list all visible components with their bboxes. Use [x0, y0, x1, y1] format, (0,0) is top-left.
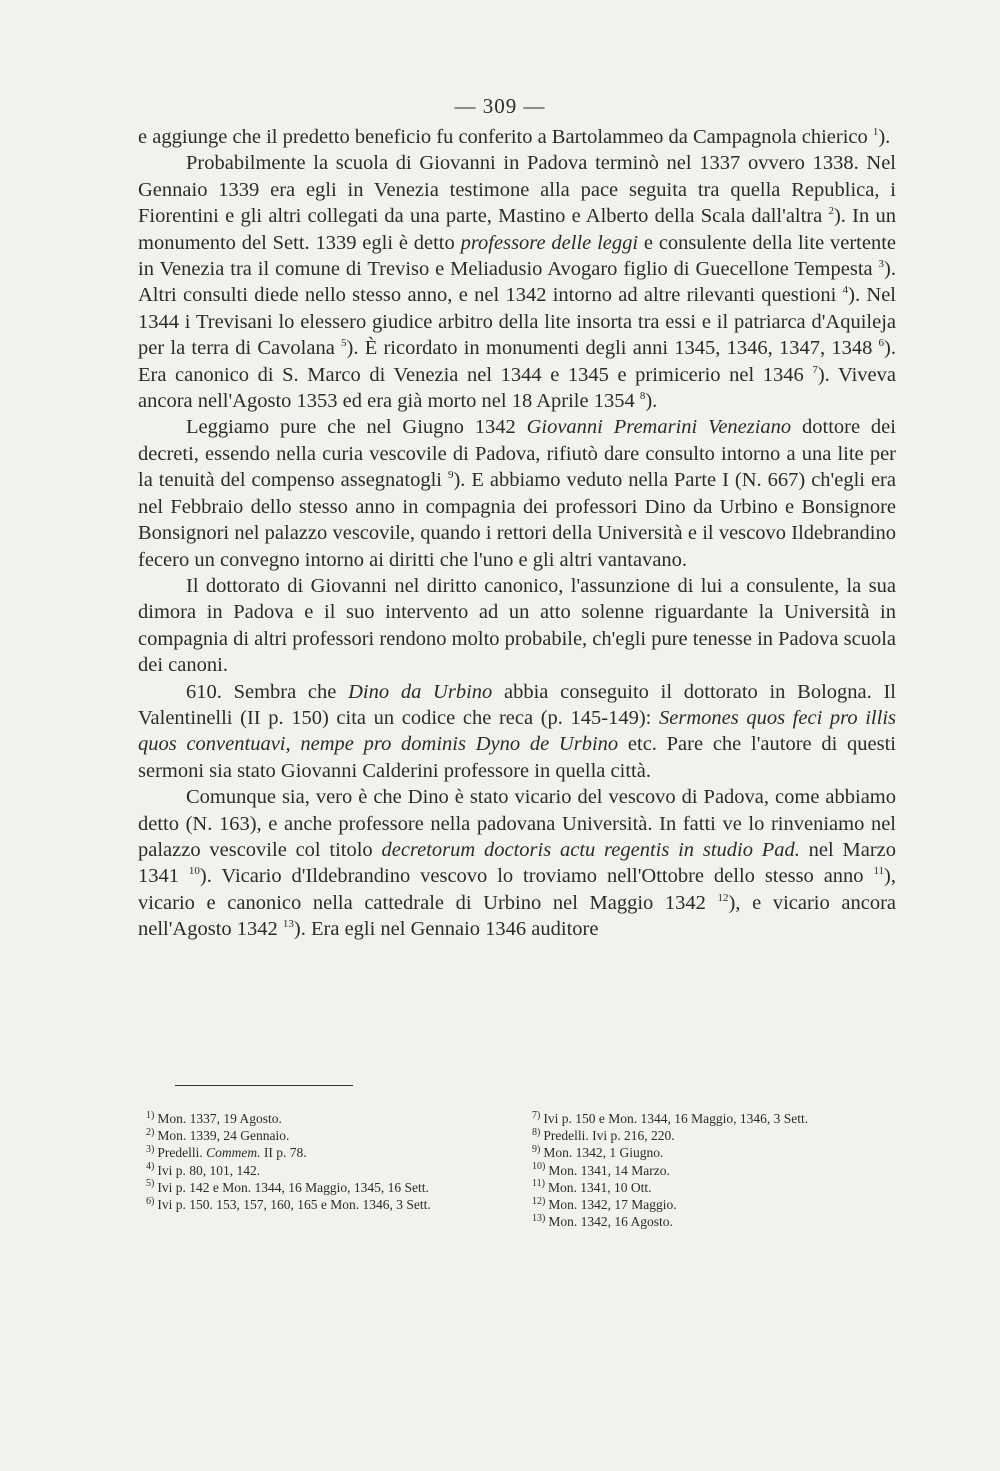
footnote-mark: 10)	[532, 1161, 546, 1173]
footnote	[532, 1179, 896, 1196]
footnote	[532, 1213, 896, 1230]
footnote-text: Ivi p. 150. 153, 157, 160, 165 e Mon. 1346, 3 Sett.	[157, 1197, 431, 1213]
footnote-reference: 11	[873, 865, 885, 878]
footnote-mark: 12)	[532, 1195, 546, 1207]
text-run: etc. Pare che l'autore di questi sermoni sia stato Giovanni Calderini professore in quella città.	[138, 733, 896, 782]
italic-text: Giovanni Premarini Veneziano	[526, 416, 792, 439]
footnote-reference: 9	[447, 469, 454, 482]
footnote	[146, 1144, 508, 1161]
footnote-text: Predelli.	[157, 1145, 207, 1161]
text-run: Comunque sia, vero è che Dino è stato vicario del vescovo di Padova, come abbiamo detto (N. 163), e anche professore nella padovana Università. In fatti ve lo rinveniamo nel palazzo vescovile col titolo	[138, 786, 896, 861]
footnote-mark: 8)	[532, 1126, 541, 1138]
footnote-text: Mon. 1341, 14 Marzo.	[548, 1162, 670, 1178]
paragraph	[138, 679, 896, 785]
paragraph	[138, 414, 896, 572]
footnote-mark: 5)	[146, 1178, 155, 1190]
text-run: ).	[645, 390, 658, 413]
text-run: Il dottorato di Giovanni nel diritto canonico, l'assunzione di lui a consulente, la sua dimora in Padova e il suo intervento ad un atto solenne riguardante la Università in compagnia di altri professori rendono molto probabile, ch'egli pure tenesse in Padova scuola dei canoni.	[138, 574, 896, 677]
footnote-separator	[175, 1085, 353, 1086]
text-run: e aggiunge che il predetto beneficio fu conferito a Bartolammeo da Campagnola chierico	[138, 126, 873, 148]
text-run: ). Vicario d'Ildebrandino vescovo lo troviamo nell'Ottobre dello stesso anno	[199, 865, 874, 888]
text-run: ).	[878, 126, 891, 148]
footnote	[532, 1110, 896, 1127]
footnote-mark: 13)	[532, 1212, 546, 1224]
body-text	[138, 124, 896, 943]
footnote-text: II p. 78.	[260, 1145, 307, 1161]
text-run: Probabilmente la scuola di Giovanni in Padova terminò nel 1337 ovvero 1338. Nel Gennaio 1339 era egli in Venezia testimone alla pace seguita tra quella Republica, i Fiorentini e gli altri collegati da una parte, Mastino e Alberto della Scala dall'altra	[138, 152, 896, 228]
text-run: ). Viveva ancora nell'Agosto 1353 ed era già morto nel 18 Aprile 1354	[138, 363, 896, 413]
text-run: dottore dei decreti, essendo nella curia vescovile di Padova, rifiutò dare consulto intorno a una lite per la tenuità del compenso assegnatogli	[138, 416, 896, 492]
footnote-mark: 2)	[146, 1126, 155, 1138]
paragraph	[138, 573, 896, 679]
footnote-reference: 12	[717, 891, 729, 904]
footnote-reference: 13	[282, 918, 294, 931]
text-run: nel Marzo 1341	[138, 838, 896, 888]
footnote-text: Mon. 1342, 17 Maggio.	[548, 1197, 677, 1213]
text-run: e consulente della lite vertente in Venezia tra il comune di Treviso e Meliadusio Avogaro figlio di Guecellone Tempesta	[138, 231, 896, 281]
footnote-reference: 5	[341, 337, 347, 350]
italic-text: Dino da Urbino	[348, 680, 493, 703]
footnote	[532, 1144, 896, 1161]
footnote	[532, 1127, 896, 1144]
text-run: ). Era canonico di S. Marco di Venezia nel 1344 e 1345 e primicerio nel 1346	[138, 337, 896, 386]
footnote-text: Predelli. Ivi p. 216, 220.	[543, 1128, 675, 1144]
text-run: ). Altri consulti diede nello stesso anno, e nel 1342 intorno ad altre rilevanti questioni	[138, 258, 896, 307]
footnote-reference: 8	[639, 390, 646, 403]
paragraph	[138, 124, 896, 150]
footnotes-right-column	[532, 1110, 896, 1230]
italic-text: professore delle leggi	[460, 231, 639, 254]
text-run: ). È ricordato in monumenti degli anni 1345, 1346, 1347, 1348	[346, 337, 879, 360]
footnote-text: Ivi p. 150 e Mon. 1344, 16 Maggio, 1346, 3 Sett.	[543, 1111, 809, 1126]
footnote-mark: 11)	[532, 1178, 545, 1190]
footnote-text: Ivi p. 80, 101, 142.	[157, 1162, 261, 1178]
footnote-reference: 6	[878, 337, 885, 350]
footnote	[532, 1196, 896, 1213]
footnote-reference: 10	[188, 865, 200, 878]
paragraph	[138, 784, 896, 942]
footnote-mark: 7)	[532, 1109, 541, 1121]
footnote-italic: Commem.	[206, 1145, 261, 1161]
page-number: — 309 —	[454, 94, 546, 118]
footnote	[146, 1127, 508, 1144]
footnote-reference: 7	[812, 363, 818, 376]
footnote-reference: 2	[828, 205, 834, 218]
footnote	[146, 1162, 508, 1179]
footnote-mark: 3)	[146, 1143, 155, 1155]
footnote	[146, 1196, 508, 1213]
footnote-reference: 3	[878, 258, 885, 271]
text-run: abbia conseguito il dottorato in Bologna. Il Valentinelli (II p. 150) cita un codice che reca (p. 145-149):	[138, 680, 896, 729]
text-run: ). E abbiamo veduto nella Parte I (N. 667) ch'egli era nel Febbraio dello stesso anno in compagnia dei professori Dino da Urbino e Bonsignore Bonsignori nel palazzo vescovile, quando i rettori della Università e il vescovo Ildebrandino fecero un convegno intorno ai diritti che l'uno e gli altri vantavano.	[138, 469, 896, 571]
footnote	[146, 1179, 508, 1196]
text-run: 610. Sembra che	[186, 680, 349, 703]
text-run: ). In un monumento del Sett. 1339 egli è detto	[138, 205, 896, 254]
footnote-reference: 1	[872, 126, 879, 139]
italic-text: Sermones quos feci pro illis quos conventuavi, nempe pro dominis Dyno de Urbino	[138, 706, 896, 756]
footnote	[532, 1162, 896, 1179]
text-run: ). Era egli nel Gennaio 1346 auditore	[293, 918, 599, 941]
footnote-mark: 9)	[532, 1143, 541, 1155]
text-run: Leggiamo pure che nel Giugno 1342	[186, 416, 527, 439]
footnote-text: Mon. 1339, 24 Gennaio.	[157, 1128, 290, 1144]
text-run: ). Nel 1344 i Trevisani lo elessero giudice arbitro della lite insorta tra essi e il patriarca d'Aquileja per la terra di Cavolana	[138, 284, 896, 360]
paragraph	[138, 150, 896, 414]
footnote-mark: 6)	[146, 1195, 155, 1207]
footnote-text: Ivi p. 142 e Mon. 1344, 16 Maggio, 1345, 16 Sett.	[157, 1179, 429, 1195]
footnote-text: Mon. 1342, 1 Giugno.	[543, 1145, 664, 1161]
text-run: ), e vicario ancora nell'Agosto 1342	[138, 891, 896, 941]
footnote-text: Mon. 1342, 16 Agosto.	[548, 1214, 673, 1230]
footnote-mark: 4)	[146, 1161, 155, 1173]
footnote-text: Mon. 1341, 10 Ott.	[547, 1179, 652, 1195]
text-run: ), vicario e canonico nella cattedrale di Urbino nel Maggio 1342	[138, 865, 896, 914]
footnote-text: Mon. 1337, 19 Agosto.	[157, 1111, 282, 1126]
footnote-mark: 1)	[146, 1109, 155, 1121]
footnote-reference: 4	[842, 284, 849, 297]
footnotes-left-column	[146, 1110, 508, 1213]
footnote	[146, 1110, 508, 1127]
italic-text: decretorum doctoris actu regentis in studio Pad.	[381, 838, 800, 861]
